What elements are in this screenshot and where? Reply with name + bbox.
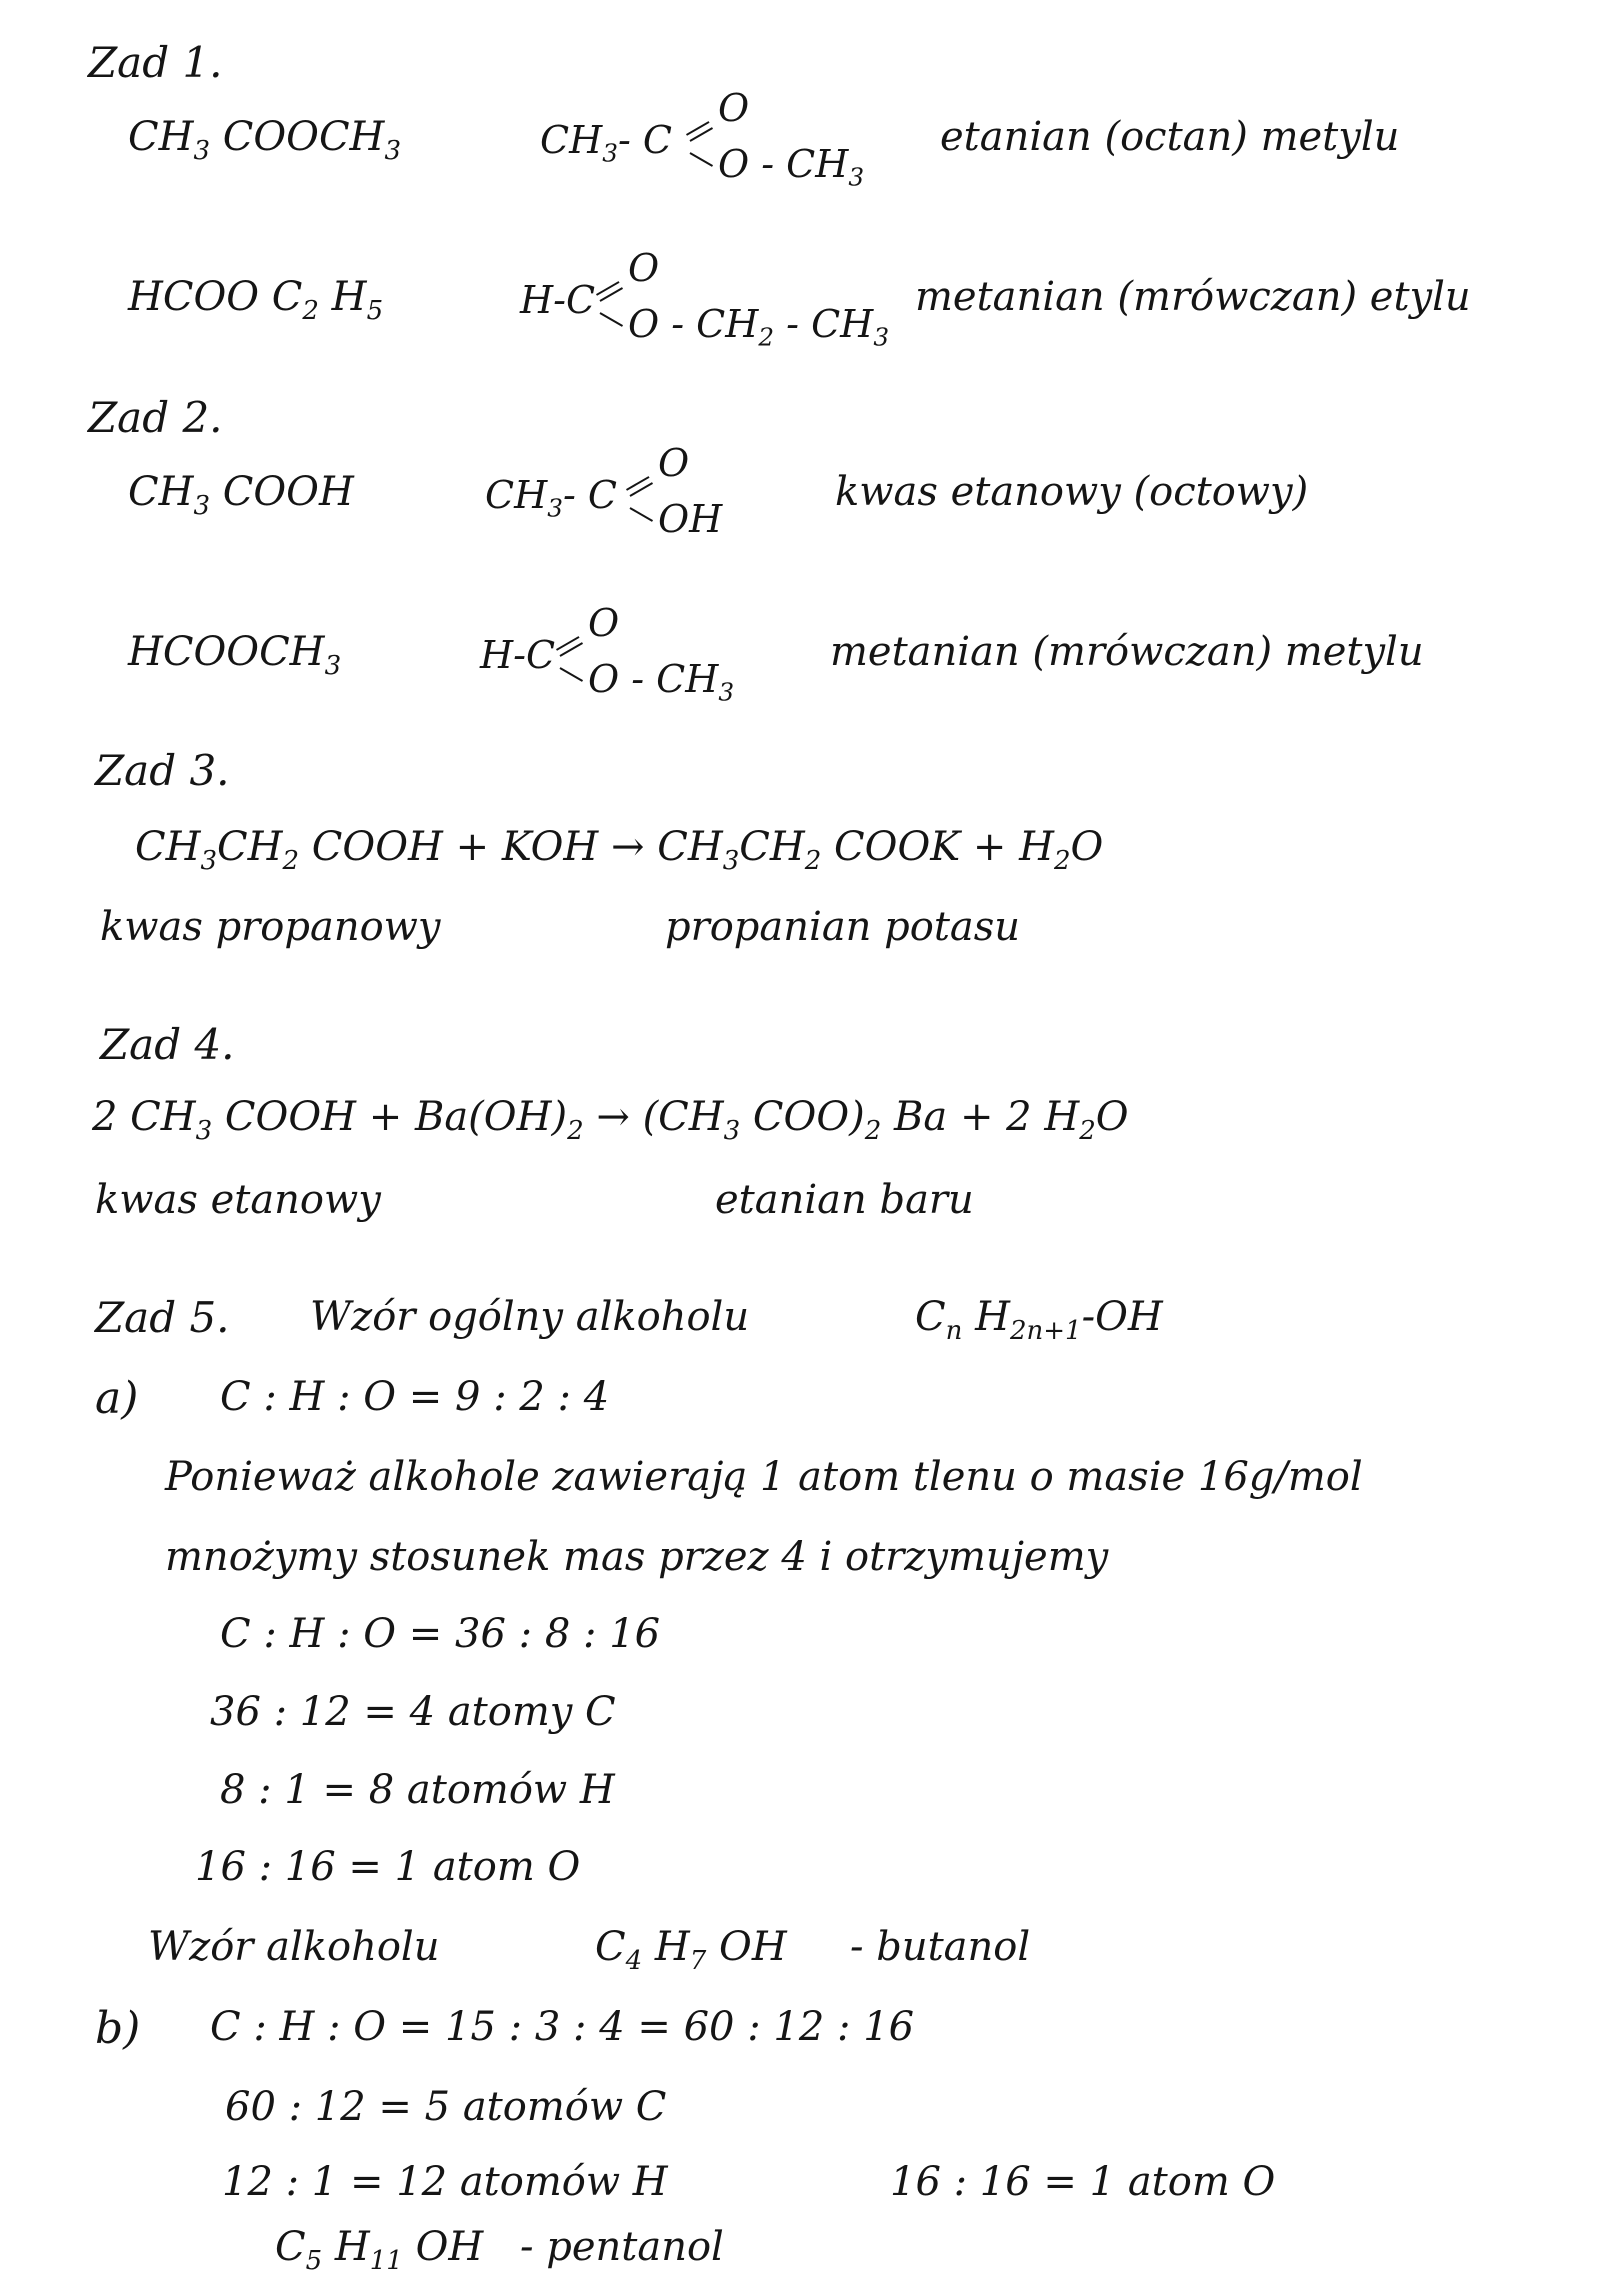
- zad5-a-result-label: Wzór alkoholu: [148, 1924, 440, 1970]
- zad2-row2-structure: H-C O O - $CH_3$: [480, 601, 735, 707]
- zad5-a-ratio: C : H : O = 9 : 2 : 4: [220, 1374, 610, 1420]
- zad3-product-name: propanian potasu: [665, 904, 1021, 950]
- double-bond: [690, 127, 714, 142]
- zad5-a-ratio2: C : H : O = 36 : 8 : 16: [220, 1611, 661, 1657]
- zad4-header: Zad 4.: [100, 1020, 235, 1069]
- zad5-b-result-formula: $C_5$ $H_{11}$ OH: [275, 2224, 484, 2277]
- oxygen-label: O: [658, 441, 690, 485]
- single-bond: [630, 507, 654, 522]
- zad5-header: Zad 5.: [95, 1293, 230, 1342]
- zad3-reactant-name: kwas propanowy: [100, 904, 441, 950]
- zad5-a-calc1: 36 : 12 = 4 atomy C: [210, 1689, 616, 1735]
- zad5-a-result-name: - butanol: [850, 1924, 1031, 1970]
- zad5-a-result-formula: $C_4$ $H_7$ OH: [595, 1924, 787, 1977]
- zad5-b-ratio: C : H : O = 15 : 3 : 4 = 60 : 12 : 16: [210, 2004, 915, 2050]
- zad4-product-name: etanian baru: [715, 1177, 974, 1223]
- oxygen-label: O: [588, 601, 620, 645]
- zad1-row2-structure: H-C O O - $CH_2 - CH_3$: [520, 246, 890, 352]
- zad2-row2-name: metanian (mrówczan) metylu: [830, 629, 1424, 675]
- zad5-b-calc1: 60 : 12 = 5 atomów C: [225, 2084, 667, 2130]
- single-bond: [560, 667, 584, 682]
- zad2-header: Zad 2.: [88, 393, 223, 442]
- zad1-row1-name: etanian (octan) metylu: [940, 114, 1400, 160]
- zad5-b-result-name: - pentanol: [520, 2224, 724, 2270]
- zad1-row1-structure: $CH_3-$ C O O - $CH_3$: [540, 86, 865, 192]
- double-bond: [560, 642, 584, 657]
- double-bond: [600, 287, 624, 302]
- zad5-intro: Wzór ogólny alkoholu: [310, 1294, 750, 1340]
- zad5-a-calc3: 16 : 16 = 1 atom O: [195, 1844, 581, 1890]
- zad3-header: Zad 3.: [95, 746, 230, 795]
- zad2-row2-formula: $HCOOCH_3$: [128, 629, 342, 682]
- zad5-a-calc2: 8 : 1 = 8 atomów H: [220, 1767, 615, 1813]
- zad4-equation: 2 $CH_3$ COOH + $Ba(OH)_2 \to (CH_3$ $COO)_2$ Ba + 2 $H_2O$: [92, 1094, 1129, 1147]
- zad2-row1-formula: $CH_3$ COOH: [128, 469, 354, 522]
- zad5-b-calc3: 16 : 16 = 1 atom O: [890, 2159, 1276, 2205]
- zad5-explain-line2: mnożymy stosunek mas przez 4 i otrzymujemy: [165, 1534, 1109, 1580]
- zad1-row2-formula: HCOO $C_2$ $H_5$: [128, 274, 384, 327]
- zad4-reactant-name: kwas etanowy: [95, 1177, 381, 1223]
- double-bond: [630, 482, 654, 497]
- single-bond: [600, 312, 624, 327]
- oxygen-label: O: [718, 86, 750, 130]
- zad1-header: Zad 1.: [88, 38, 223, 87]
- oxygen-label: O: [628, 246, 660, 290]
- zad1-row1-formula: $CH_3$ $COOCH_3$: [128, 114, 401, 167]
- zad5-b-label: b): [95, 2003, 141, 2054]
- zad5-b-calc2: 12 : 1 = 12 atomów H: [222, 2159, 668, 2205]
- zad5-general-formula: $C_n$ $H_{2n+1}-OH$: [915, 1294, 1163, 1347]
- zad2-row1-name: kwas etanowy (octowy): [835, 469, 1309, 515]
- zad3-equation: $CH_3CH_2$ COOH + KOH → $CH_3CH_2$ COOK + $H_2O$: [135, 824, 1104, 877]
- single-bond: [690, 152, 714, 167]
- zad1-row2-name: metanian (mrówczan) etylu: [915, 274, 1471, 320]
- zad2-row1-structure: $CH_3-$ C O OH: [485, 441, 723, 541]
- zad5-explain-line1: Ponieważ alkohole zawierają 1 atom tlenu o masie 16g/mol: [165, 1454, 1363, 1500]
- zad5-a-label: a): [95, 1373, 139, 1424]
